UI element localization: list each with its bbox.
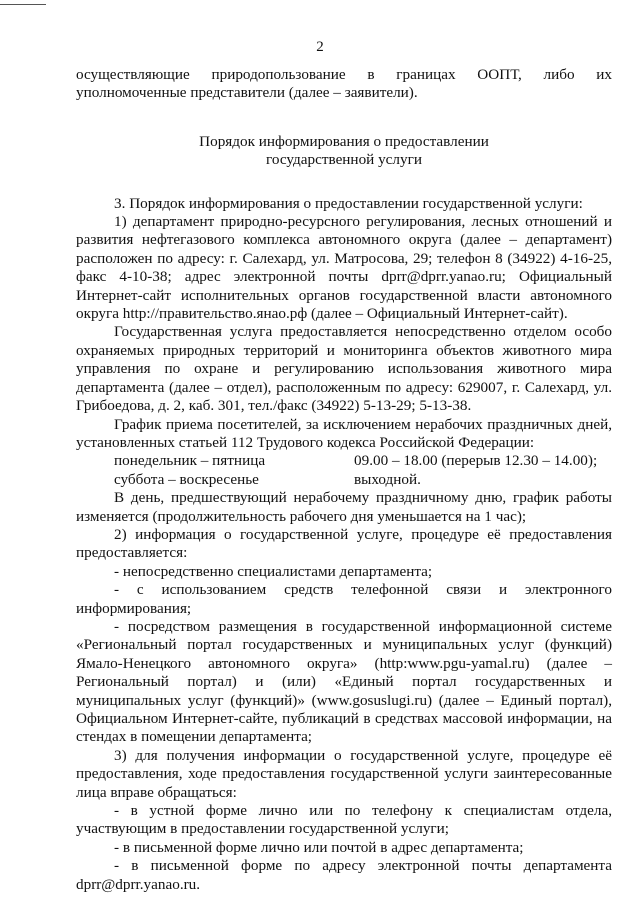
- schedule-row: [76, 452, 612, 470]
- section-3-title: 3. Порядок информирования о предоставлении государственной услуги:: [114, 194, 583, 212]
- schedule-days: суббота – воскресенье: [114, 470, 259, 488]
- intro-paragraph: осуществляющие природопользование в границах ООПТ, либо их уполномоченные представители (далее – заявители).: [76, 66, 612, 102]
- page-number: 2: [316, 39, 324, 55]
- heading-line-1: Порядок информирования о предоставлении: [199, 132, 489, 150]
- heading-line-2: государственной услуги: [266, 151, 422, 169]
- list-item: - в письменной форме по адресу электронной почты департамента dprr@dprr.yanao.ru.: [76, 857, 612, 893]
- scan-artifact-line: [0, 4, 46, 5]
- item-3-intro: 3) для получения информации о государственной услуге, процедуре её предоставления, ходе предоставления государственной услуги заинтересованные лица вправе обращаться:: [76, 746, 612, 801]
- item-1-department: 1) департамент природно-ресурсного регулирования, лесных отношений и развития нефтегазового комплекса автономного округа (далее – департамент) расположен по адресу: г. Салехард, ул. Матросова, 29; телефон 8 (34922) 4-16-25, факс 4-10-38; адрес электронной почты dprr@dprr.yanao.ru; Официальный Интернет-сайт исполнительных органов государственной власти автономного округа http://правительство.янао.рф (далее – Официальный Интернет-сайт).: [76, 213, 612, 323]
- list-item: - в письменной форме лично или почтой в адрес департамента;: [114, 838, 524, 856]
- list-item: - посредством размещения в государственной информационной системе «Региональный портал государственных и муниципальных услуг (функций) Ямало-Ненецкого автономного округа» (http:www.pgu-yamal.ru) (далее – Региональный портал) и (или) «Единый портал государственных и муниципальных услуг (функций)» (www.gosuslugi.ru) (далее – Единый портал), Официальном Интернет-сайте, публикаций в средствах массовой информации, на стендах в помещении департамента;: [76, 617, 612, 746]
- service-provider-paragraph: Государственная услуга предоставляется непосредственно отделом особо охраняемых природных территорий и мониторинга объектов животного мира управления по охране и регулированию использования животного мира департамента (далее – отдел), расположенным по адресу: 629007, г. Салехард, ул. Грибоедова, д. 2, каб. 301, тел./факс (34922) 5-13-29; 5-13-38.: [76, 323, 612, 415]
- item-2-intro: 2) информация о государственной услуге, процедуре её предоставления предоставляется:: [76, 525, 612, 562]
- schedule-intro: График приема посетителей, за исключением нерабочих праздничных дней, установленных статьей 112 Трудового кодекса Российской Федерации:: [76, 415, 612, 451]
- section-heading: [76, 133, 612, 170]
- schedule-row: [76, 471, 612, 489]
- schedule-hours: 09.00 – 18.00 (перерыв 12.30 – 14.00);: [354, 452, 598, 470]
- list-item: - с использованием средств телефонной связи и электронного информирования;: [76, 581, 612, 617]
- document-body: [76, 66, 612, 894]
- list-item: - непосредственно специалистами департамента;: [114, 562, 433, 580]
- schedule-hours: выходной.: [354, 470, 421, 488]
- schedule-days: понедельник – пятница: [114, 452, 266, 470]
- holiday-note: В день, предшествующий нерабочему праздничному дню, график работы изменяется (продолжительность рабочего дня уменьшается на 1 час);: [76, 489, 612, 525]
- list-item: - в устной форме лично или по телефону к специалистам отдела, участвующим в предоставлении государственной услуги;: [76, 802, 612, 838]
